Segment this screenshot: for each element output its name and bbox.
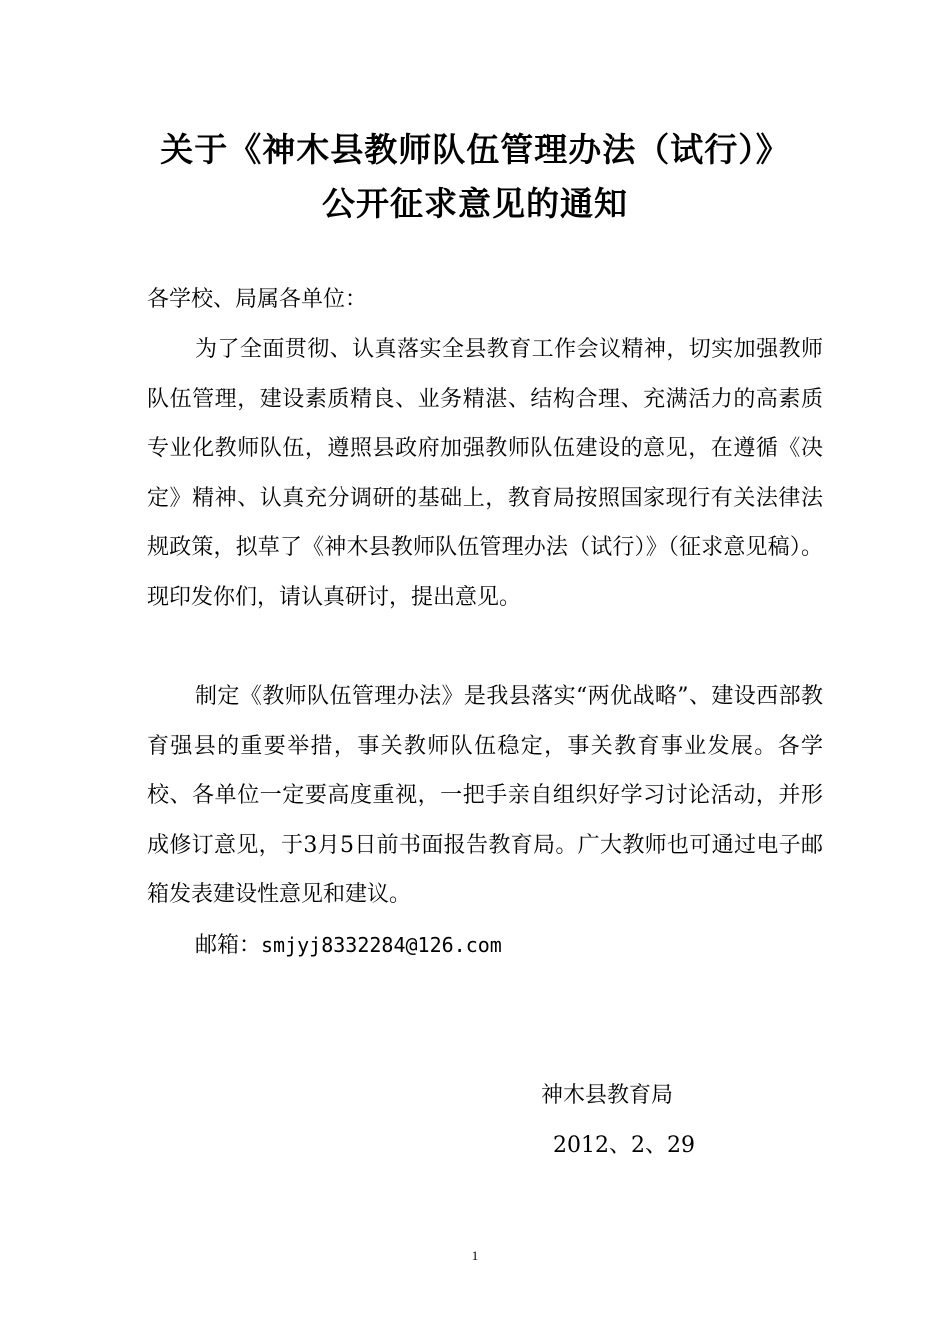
document-title-line-1: 关于《神木县教师队伍管理办法（试行）》 bbox=[160, 130, 790, 169]
salutation: 各学校、局属各单位： bbox=[147, 287, 368, 312]
signature-date: 2012、2、29 bbox=[553, 1133, 695, 1158]
email-line bbox=[195, 927, 502, 964]
email-address: smjyj8332284@126.com bbox=[261, 933, 502, 957]
signature-organization: 神木县教育局 bbox=[541, 1083, 674, 1108]
email-label: 邮箱： bbox=[195, 933, 262, 958]
paragraph-1: 为了全面贯彻、认真落实全县教育工作会议精神，切实加强教师队伍管理，建设素质精良、业务精湛、结构合理、充满活力的高素质专业化教师队伍，遵照县政府加强教师队伍建设的意见，在遵循《决定》精神、认真充分调研的基础上，教育局按照国家现行有关法律法规政策，拟草了《神木县教师队伍管理办法（试行）》（征求意见稿）。现印发你们，请认真研讨，提出意见。 bbox=[147, 337, 823, 610]
page-number: 1 bbox=[471, 1248, 479, 1263]
document-title-line-2: 公开征求意见的通知 bbox=[322, 184, 628, 223]
paragraph-2: 制定《教师队伍管理办法》是我县落实“两优战略”、建设西部教育强县的重要举措，事关教师队伍稳定，事关教育事业发展。各学校、各单位一定要高度重视，一把手亲自组织好学习讨论活动，并形成修订意见，于3月5日前书面报告教育局。广大教师也可通过电子邮箱发表建设性意见和建议。 bbox=[147, 684, 823, 908]
